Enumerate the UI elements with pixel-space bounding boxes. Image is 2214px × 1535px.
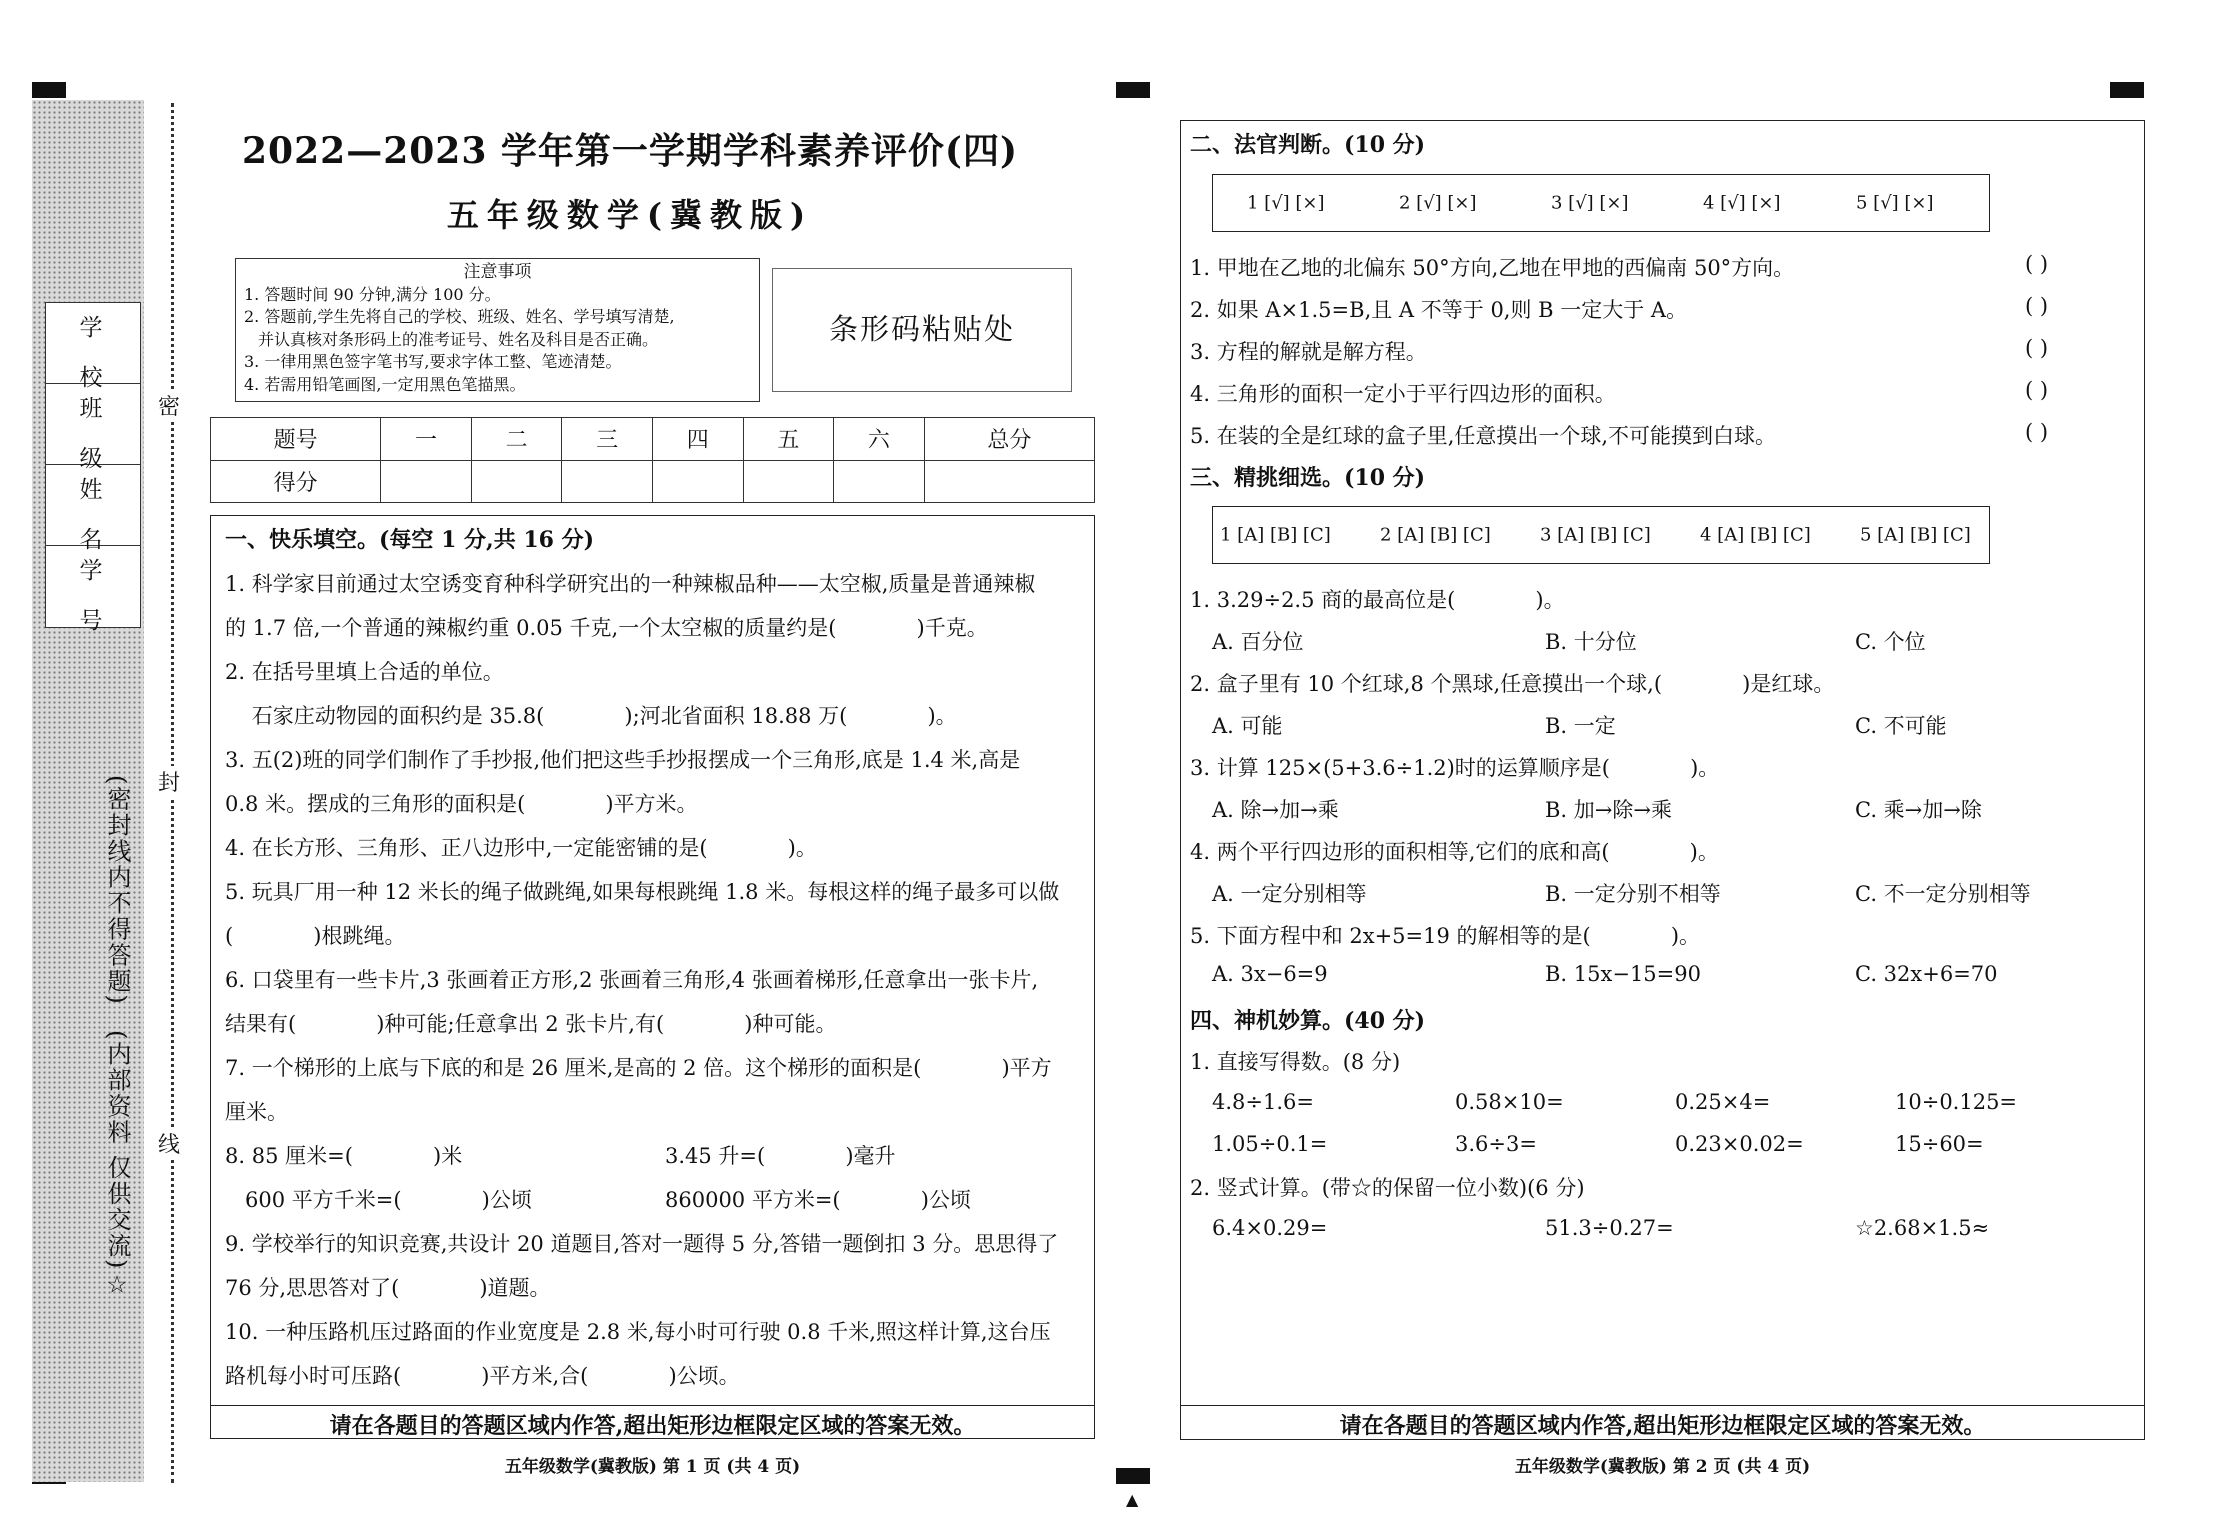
s1-line: 3. 五(2)班的同学们制作了手抄报,他们把这些手抄报摆成一个三角形,底是 1.4 米,高是 [225,748,1021,772]
registration-mark-top-center [1116,82,1150,98]
section3-heading: 三、精挑细选。(10 分) [1190,465,1426,491]
s1-line: ( )根跳绳。 [225,924,406,948]
registration-mark-bottom-center [1116,1468,1150,1484]
s3-option: B. 一定分别不相等 [1545,882,1721,906]
score-cell[interactable] [743,460,834,503]
s1-line: 76 分,思思答对了( )道题。 [225,1276,551,1300]
s1-line: 4. 在长方形、三角形、正八边形中,一定能密铺的是( )。 [225,836,817,860]
s1-line: 的 1.7 倍,一个普通的辣椒约重 0.05 千克,一个太空椒的质量约是( )千克。 [225,616,988,640]
score-header: 六 [834,418,925,461]
s3-option: B. 加→除→乘 [1545,798,1672,822]
judge-answer-3[interactable]: 3 [√] [×] [1551,192,1629,214]
s2-answer-paren[interactable]: ( ) [2025,378,2049,402]
s1-line: 9. 学校举行的知识竞赛,共设计 20 道题目,答对一题得 5 分,答错一题倒扣 3 分。思思得了 [225,1232,1059,1256]
section2-heading: 二、法官判断。(10 分) [1190,132,1426,158]
s3-option: B. 15x−15=90 [1545,962,1701,986]
s4-vertical-calc: 6.4×0.29= [1212,1216,1328,1240]
page2-number: 五年级数学(冀教版) 第 2 页 (共 4 页) [1514,1457,1811,1477]
s3-option: C. 个位 [1855,630,1926,654]
judge-answer-1[interactable]: 1 [√] [×] [1247,192,1325,214]
name-field[interactable]: 姓 名 [46,465,140,546]
score-cell[interactable] [381,460,472,503]
center-arrow-icon: ▲ [1126,1490,1139,1509]
s3-option: A. 3x−6=9 [1212,962,1328,986]
s3-option: C. 不一定分别相等 [1855,882,2031,906]
s3-question: 2. 盒子里有 10 个红球,8 个黑球,任意摸出一个球,( )是红球。 [1190,672,1835,696]
s1-q8-d: 860000 平方米=( )公顷 [665,1188,971,1212]
registration-mark-top-right [2110,82,2144,98]
s2-question: 1. 甲地在乙地的北偏东 50°方向,乙地在甲地的西偏南 50°方向。 [1190,256,1795,280]
page-subtitle: 五年级数学(冀教版) [446,196,814,234]
s1-line: 10. 一种压路机压过路面的作业宽度是 2.8 米,每小时可行驶 0.8 千米,照这样计算,这台压 [225,1320,1051,1344]
page1-number: 五年级数学(冀教版) 第 1 页 (共 4 页) [504,1457,801,1477]
section4-heading: 四、神机妙算。(40 分) [1190,1008,1426,1034]
s3-option: B. 一定 [1545,714,1616,738]
score-table [210,417,1095,503]
s4-calc: 4.8÷1.6= [1212,1090,1314,1114]
judge-answer-5[interactable]: 5 [√] [×] [1856,192,1934,214]
seal-note-1: (密封线内不得答题) [103,775,131,1006]
s3-option: A. 百分位 [1212,630,1304,654]
s2-question: 4. 三角形的面积一定小于平行四边形的面积。 [1190,382,1616,406]
student-info-box [45,302,141,634]
score-header: 一 [381,418,472,461]
s4-vertical-calc: 51.3÷0.27= [1545,1216,1674,1240]
score-cell[interactable] [652,460,743,503]
s1-q8-b: 3.45 升=( )毫升 [665,1144,896,1168]
section3-answer-sheet [1212,506,1990,564]
s4-calc: 1.05÷0.1= [1212,1132,1328,1156]
choice-answer-5[interactable]: 5 [A] [B] [C] [1860,524,1971,546]
s3-option: C. 不可能 [1855,714,1947,738]
choice-answer-3[interactable]: 3 [A] [B] [C] [1540,524,1651,546]
s1-line: 0.8 米。摆成的三角形的面积是( )平方米。 [225,792,698,816]
choice-answer-1[interactable]: 1 [A] [B] [C] [1220,524,1331,546]
s4-sub2: 2. 竖式计算。(带☆的保留一位小数)(6 分) [1190,1176,1585,1200]
notice-item-4: 4. 若需用铅笔画图,一定用黑色笔描黑。 [244,374,526,394]
s1-line: 石家庄动物园的面积约是 35.8( );河北省面积 18.88 万( )。 [225,704,957,728]
notice-box [235,258,760,402]
seal-char-feng: 封 [158,766,180,797]
score-header: 总分 [924,418,1094,461]
score-cell[interactable] [471,460,562,503]
s2-question: 5. 在装的全是红球的盒子里,任意摸出一个球,不可能摸到白球。 [1190,424,1777,448]
judge-answer-4[interactable]: 4 [√] [×] [1703,192,1781,214]
s1-line: 2. 在括号里填上合适的单位。 [225,660,504,684]
s3-option: A. 除→加→乘 [1212,798,1339,822]
seal-note-2: (内部资料 仅供交流)☆ [103,1030,131,1301]
section1-heading: 一、快乐填空。(每空 1 分,共 16 分) [225,527,595,553]
s2-answer-paren[interactable]: ( ) [2025,420,2049,444]
s1-line: 5. 玩具厂用一种 12 米长的绳子做跳绳,如果每根跳绳 1.8 米。每根这样的绳子最多可以做 [225,880,1060,904]
registration-mark-top-left [32,82,66,98]
s3-option: B. 十分位 [1545,630,1637,654]
choice-answer-2[interactable]: 2 [A] [B] [C] [1380,524,1491,546]
s4-calc: 0.25×4= [1675,1090,1771,1114]
score-header: 五 [743,418,834,461]
section2-answer-sheet [1212,174,1990,232]
seal-char-xian: 线 [158,1128,180,1159]
s2-question: 3. 方程的解就是解方程。 [1190,340,1427,364]
s1-line: 7. 一个梯形的上底与下底的和是 26 厘米,是高的 2 倍。这个梯形的面积是( )平方 [225,1056,1052,1080]
notice-item-2b: 并认真核对条形码上的准考证号、姓名及科目是否正确。 [258,329,659,349]
barcode-area: 条形码粘贴处 [772,268,1072,392]
s3-question: 3. 计算 125×(5+3.6÷1.2)时的运算顺序是( )。 [1190,756,1720,780]
s2-answer-paren[interactable]: ( ) [2025,252,2049,276]
page2-footer-note: 请在各题目的答题区域内作答,超出矩形边框限定区域的答案无效。 [1339,1413,1986,1439]
score-cell[interactable] [924,460,1094,503]
score-label: 得分 [211,460,381,503]
s3-option: C. 乘→加→除 [1855,798,1982,822]
s4-calc: 3.6÷3= [1455,1132,1537,1156]
page-title: 2022—2023 学年第一学期学科素养评价(四) [242,130,1018,172]
score-cell[interactable] [562,460,653,503]
notice-heading: 注意事项 [463,262,532,282]
s4-calc: 0.23×0.02= [1675,1132,1804,1156]
notice-item-1: 1. 答题时间 90 分钟,满分 100 分。 [244,284,501,304]
s1-line: 厘米。 [225,1100,288,1124]
student-id-field[interactable]: 学 号 [79,558,117,634]
s2-answer-paren[interactable]: ( ) [2025,336,2049,360]
s2-answer-paren[interactable]: ( ) [2025,294,2049,318]
s1-line: 路机每小时可压路( )平方米,合( )公顷。 [225,1364,740,1388]
s3-question: 5. 下面方程中和 2x+5=19 的解相等的是( )。 [1190,924,1701,948]
s1-line: 结果有( )种可能;任意拿出 2 张卡片,有( )种可能。 [225,1012,837,1036]
s4-vertical-calc: ☆2.68×1.5≈ [1855,1216,1990,1240]
seal-char-mi: 密 [158,390,180,421]
s3-option: A. 一定分别相等 [1212,882,1367,906]
score-header: 题号 [211,418,381,461]
s4-calc: 10÷0.125= [1895,1090,2018,1114]
notice-item-2: 2. 答题前,学生先将自己的学校、班级、姓名、学号填写清楚, [244,307,675,326]
s3-option: A. 可能 [1212,714,1283,738]
s3-question: 4. 两个平行四边形的面积相等,它们的底和高( )。 [1190,840,1719,864]
s1-q8-a: 8. 85 厘米=( )米 [225,1144,463,1168]
s3-question: 1. 3.29÷2.5 商的最高位是( )。 [1190,588,1565,612]
s4-sub1: 1. 直接写得数。(8 分) [1190,1050,1401,1074]
judge-answer-2[interactable]: 2 [√] [×] [1399,192,1477,214]
s1-line: 1. 科学家目前通过太空诱变育种科学研究出的一种辣椒品种——太空椒,质量是普通辣椒 [225,572,1036,596]
page1-footer-note: 请在各题目的答题区域内作答,超出矩形边框限定区域的答案无效。 [329,1413,976,1439]
s4-calc: 0.58×10= [1455,1090,1564,1114]
class-field[interactable]: 班 级 [46,384,140,465]
s4-calc: 15÷60= [1895,1132,1984,1156]
score-header: 二 [471,418,562,461]
s3-option: C. 32x+6=70 [1855,962,1998,986]
s2-question: 2. 如果 A×1.5=B,且 A 不等于 0,则 B 一定大于 A。 [1190,298,1688,322]
choice-answer-4[interactable]: 4 [A] [B] [C] [1700,524,1811,546]
s1-line: 6. 口袋里有一些卡片,3 张画着正方形,2 张画着三角形,4 张画着梯形,任意拿出一张卡片, [225,968,1039,992]
score-cell[interactable] [834,460,925,503]
s1-q8-c: 600 平方千米=( )公顷 [245,1188,532,1212]
score-header: 三 [562,418,653,461]
notice-item-3: 3. 一律用黑色签字笔书写,要求字体工整、笔迹清楚。 [244,352,622,371]
score-header: 四 [652,418,743,461]
school-field[interactable]: 学 校 [46,303,140,384]
